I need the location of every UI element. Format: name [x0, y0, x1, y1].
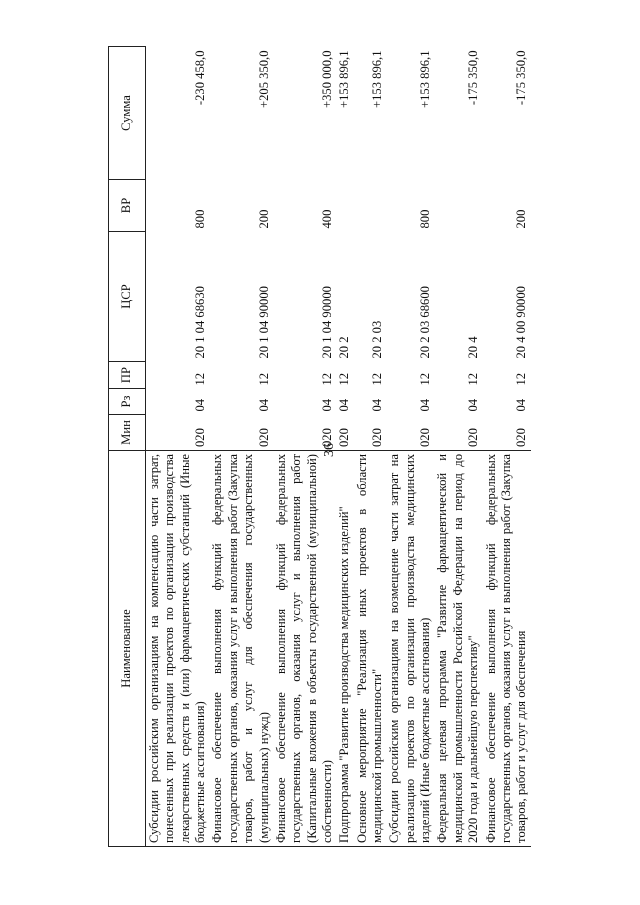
row-csr: 20 2 03 68600 — [418, 286, 433, 359]
row-sum: +153 896,1 — [337, 50, 352, 108]
row-rz: 04 — [418, 398, 433, 412]
row-min: 020 — [466, 428, 481, 447]
row-rz: 04 — [337, 398, 352, 412]
row-sum: -175 350,0 — [514, 50, 529, 106]
row-pr: 12 — [514, 372, 529, 386]
row-csr: 20 2 — [337, 336, 352, 359]
row-rz: 04 — [256, 398, 271, 412]
table-row — [273, 47, 336, 847]
header-pr: ПР — [109, 362, 146, 389]
row-name: Финансовое обеспечение выполнения функций федеральных государственных органов, оказания услуг и выполнения работ (Закупка товаров, работ и услуг для обеспечения государственных (муниципальных) нужд) — [209, 451, 272, 847]
row-vr — [336, 180, 353, 232]
row-pr: 12 — [466, 372, 481, 386]
row-name: Подпрограмма "Развитие производства медицинских изделий" — [336, 451, 353, 847]
row-pr: 12 — [193, 372, 208, 386]
row-vr: 200 — [514, 209, 529, 229]
row-vr: 200 — [256, 209, 271, 229]
header-vr: ВР — [109, 180, 146, 232]
row-csr: 20 1 04 90000 — [256, 286, 271, 359]
row-vr — [434, 180, 482, 232]
row-min: 020 — [514, 428, 529, 447]
row-sum: -230 458,0 — [193, 50, 208, 106]
row-sum: +153 896,1 — [370, 50, 385, 108]
row-name: Субсидии российским организациям на компенсацию части затрат, понесенных при реализации проектов по организации производства лекарственных средств и (или) фармацевтических субстанций (Иные бюджетные ассигнования) — [146, 451, 210, 847]
row-name: Основное мероприятие "Реализация иных проектов в области медицинской промышленности" — [354, 451, 387, 847]
header-sum: Сумма — [109, 47, 146, 180]
row-csr: 20 4 — [466, 336, 481, 359]
budget-table — [108, 46, 531, 847]
row-min: 020 — [193, 428, 208, 447]
row-csr: 20 1 04 68630 — [193, 286, 208, 359]
row-min: 020 — [256, 428, 271, 447]
row-sum: +205 350,0 — [256, 50, 271, 108]
table-row — [434, 47, 482, 847]
row-rz: 04 — [370, 398, 385, 412]
row-csr: 20 1 04 90000 — [319, 286, 334, 359]
row-pr: 12 — [370, 372, 385, 386]
row-vr: 400 — [319, 209, 334, 229]
row-csr: 20 4 00 90000 — [514, 286, 529, 359]
row-sum: -175 350,0 — [466, 50, 481, 106]
row-pr: 12 — [256, 372, 271, 386]
row-sum: +350 000,0 — [319, 50, 334, 108]
table-row — [209, 47, 272, 847]
row-csr: 20 2 03 — [370, 320, 385, 359]
row-name: Финансовое обеспечение выполнения функций федеральных государственных органов, оказания услуг и выполнения работ (Капитальные вложения в объекты государственной (муниципальной) собственности) — [273, 451, 336, 847]
table-row — [386, 47, 434, 847]
row-name: Финансовое обеспечение выполнения функций федеральных государственных органов, оказания услуг и выполнения работ (Закупка товаров, работ и услуг для обеспечения — [483, 451, 531, 847]
header-csr: ЦСР — [109, 232, 146, 362]
table-row — [336, 47, 353, 847]
row-vr: 800 — [418, 209, 433, 229]
row-vr: 800 — [193, 209, 208, 229]
row-rz: 04 — [466, 398, 481, 412]
table-row — [146, 47, 210, 847]
header-min: Мин — [109, 415, 146, 451]
header-name: Наименование — [109, 451, 146, 847]
row-sum: +153 896,1 — [418, 50, 433, 108]
row-name: Федеральная целевая программа "Развитие фармацевтической и медицинской промышленности Российской Федерации на период до 2020 года и дальнейшую перспективу" — [434, 451, 482, 847]
row-rz: 04 — [193, 398, 208, 412]
row-name: Субсидии российским организациям на возмещение части затрат на реализацию проектов по организации производства медицинских изделий (Иные бюджетные ассигнования) — [386, 451, 434, 847]
table-row — [483, 47, 531, 847]
row-rz: 04 — [514, 398, 529, 412]
rotated-page-content — [108, 47, 596, 847]
row-pr: 12 — [418, 372, 433, 386]
row-min: 020 — [319, 428, 334, 447]
table-header-row — [109, 47, 146, 847]
row-min: 020 — [418, 428, 433, 447]
row-pr: 12 — [319, 372, 334, 386]
row-min: 020 — [337, 428, 352, 447]
page-number: 36 — [322, 443, 337, 457]
row-pr: 12 — [337, 372, 352, 386]
header-rz: Рз — [109, 389, 146, 415]
row-vr — [354, 180, 387, 232]
table-row — [354, 47, 387, 847]
row-rz: 04 — [319, 398, 334, 412]
row-min: 020 — [370, 428, 385, 447]
